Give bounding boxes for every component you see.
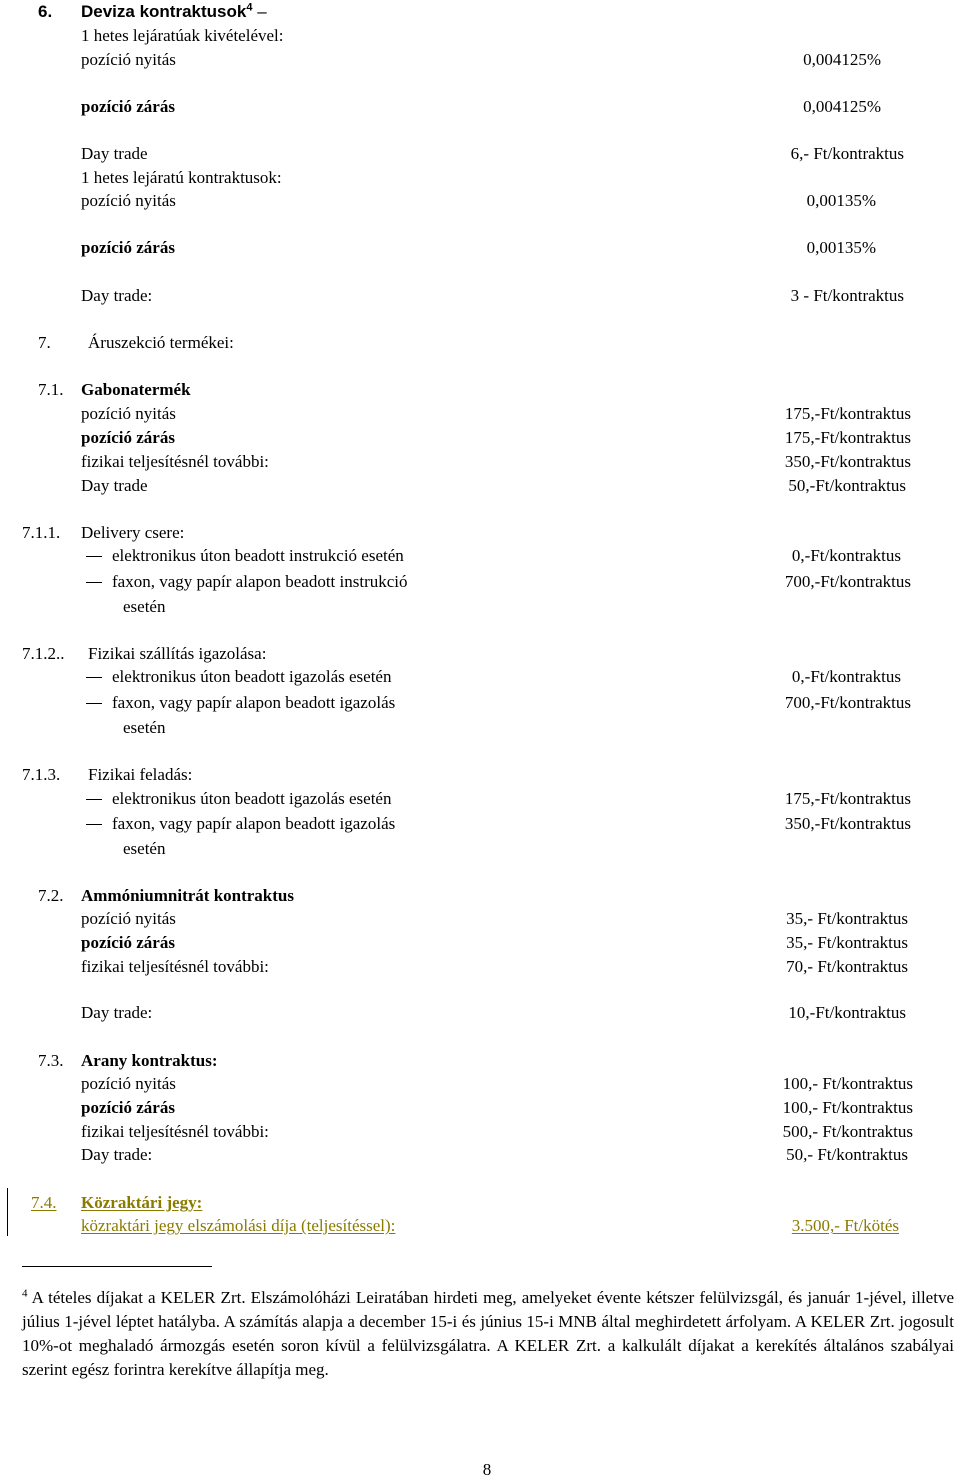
footnote-4 bbox=[22, 1286, 954, 1382]
section-7-2-title: Ammóniumnitrát kontraktus bbox=[81, 886, 294, 905]
section-7-1-3-number: 7.1.3. bbox=[22, 765, 61, 784]
bullet-dash bbox=[86, 703, 102, 704]
s711-item2-value: 700,-Ft/kontraktus bbox=[784, 572, 911, 591]
s6-weekly-daytrade-value: 3 - Ft/kontraktus bbox=[790, 286, 904, 305]
section-7-1-title: Gabonatermék bbox=[81, 380, 191, 399]
s71-close-label: pozíció zárás bbox=[81, 428, 175, 447]
s72-open-label: pozíció nyitás bbox=[81, 909, 176, 928]
s71-physical-label: fizikai teljesítésnél további: bbox=[81, 452, 269, 471]
s71-physical-value: 350,-Ft/kontraktus bbox=[784, 452, 911, 471]
section-6-number: 6. bbox=[38, 2, 53, 21]
s6-weekly-open-value: 0,00135% bbox=[806, 191, 876, 210]
s71-open-value: 175,-Ft/kontraktus bbox=[784, 404, 911, 423]
bullet-dash bbox=[86, 677, 102, 678]
s6-weekly-label: 1 hetes lejáratú kontraktusok: bbox=[81, 168, 282, 187]
bullet-dash bbox=[86, 824, 102, 825]
s73-open-value: 100,- Ft/kontraktus bbox=[782, 1074, 913, 1093]
s711-item2-continuation: esetén bbox=[123, 597, 166, 616]
s73-physical-value: 500,- Ft/kontraktus bbox=[782, 1122, 913, 1141]
s6-weekly-close-label: pozíció zárás bbox=[81, 238, 175, 257]
s6-weekly-close-value: 0,00135% bbox=[806, 238, 876, 257]
footnote-mark: 4 bbox=[22, 1287, 28, 1300]
s713-item2-label: faxon, vagy papír alapon beadott igazolás bbox=[112, 814, 396, 833]
change-bar bbox=[7, 1188, 8, 1236]
section-7-1-number: 7.1. bbox=[38, 380, 64, 399]
s6-open-label: pozíció nyitás bbox=[81, 50, 176, 69]
s711-item1-value: 0,-Ft/kontraktus bbox=[791, 546, 901, 565]
section-7-3-title: Arany kontraktus: bbox=[81, 1051, 218, 1070]
s711-item2-label: faxon, vagy papír alapon beadott instrukció bbox=[112, 572, 408, 591]
s73-close-value: 100,- Ft/kontraktus bbox=[782, 1098, 913, 1117]
s71-open-label: pozíció nyitás bbox=[81, 404, 176, 423]
bullet-dash bbox=[86, 556, 102, 557]
s72-daytrade-label: Day trade: bbox=[81, 1003, 153, 1022]
s713-item2-continuation: esetén bbox=[123, 839, 166, 858]
page-number: 8 bbox=[482, 1460, 492, 1479]
s72-close-value: 35,- Ft/kontraktus bbox=[786, 933, 908, 952]
section-7-4-number: 7.4. bbox=[31, 1193, 57, 1212]
s72-daytrade-value: 10,-Ft/kontraktus bbox=[788, 1003, 906, 1022]
section-7-2-number: 7.2. bbox=[38, 886, 64, 905]
s6-open-value: 0,004125% bbox=[803, 50, 881, 69]
s71-daytrade-label: Day trade bbox=[81, 476, 148, 495]
s713-item1-label: elektronikus úton beadott igazolás esetén bbox=[112, 789, 392, 808]
section-6-title: Deviza kontraktusok bbox=[81, 2, 247, 21]
s6-close-label: pozíció zárás bbox=[81, 97, 175, 116]
section-7-3-number: 7.3. bbox=[38, 1051, 64, 1070]
s72-open-value: 35,- Ft/kontraktus bbox=[786, 909, 908, 928]
s713-item2-value: 350,-Ft/kontraktus bbox=[784, 814, 911, 833]
section-7-1-1-title: Delivery csere: bbox=[81, 523, 185, 542]
s6-weekly-daytrade-label: Day trade: bbox=[81, 286, 153, 305]
s712-item1-value: 0,-Ft/kontraktus bbox=[791, 667, 901, 686]
s74-fee-value: 3.500,- Ft/kötés bbox=[791, 1216, 899, 1235]
s73-physical-label: fizikai teljesítésnél további: bbox=[81, 1122, 269, 1141]
s6-weekly-open-label: pozíció nyitás bbox=[81, 191, 176, 210]
section-7-title: Áruszekció termékei: bbox=[88, 333, 234, 352]
s73-daytrade-value: 50,- Ft/kontraktus bbox=[786, 1145, 908, 1164]
s6-daytrade-value: 6,- Ft/kontraktus bbox=[790, 144, 904, 163]
s712-item1-label: elektronikus úton beadott igazolás esetén bbox=[112, 667, 392, 686]
bullet-dash bbox=[86, 799, 102, 800]
s712-item2-label: faxon, vagy papír alapon beadott igazolás bbox=[112, 693, 396, 712]
title-dash: – bbox=[257, 2, 267, 21]
s71-daytrade-value: 50,-Ft/kontraktus bbox=[788, 476, 906, 495]
bullet-dash bbox=[86, 582, 102, 583]
s6-daytrade-label: Day trade bbox=[81, 144, 148, 163]
section-7-4-title: Közraktári jegy: bbox=[81, 1193, 203, 1212]
s73-close-label: pozíció zárás bbox=[81, 1098, 175, 1117]
section-6-heading bbox=[81, 2, 267, 22]
s713-item1-value: 175,-Ft/kontraktus bbox=[784, 789, 911, 808]
section-7-number: 7. bbox=[38, 333, 51, 352]
s72-close-label: pozíció zárás bbox=[81, 933, 175, 952]
s72-physical-label: fizikai teljesítésnél további: bbox=[81, 957, 269, 976]
s712-item2-continuation: esetén bbox=[123, 718, 166, 737]
section-7-1-3-title: Fizikai feladás: bbox=[88, 765, 193, 784]
section-7-1-2-number: 7.1.2.. bbox=[22, 644, 65, 663]
section-7-1-1-number: 7.1.1. bbox=[22, 523, 61, 542]
s712-item2-value: 700,-Ft/kontraktus bbox=[784, 693, 911, 712]
s711-item1-label: elektronikus úton beadott instrukció esetén bbox=[112, 546, 404, 565]
s71-close-value: 175,-Ft/kontraktus bbox=[784, 428, 911, 447]
footnote-ref-4: 4 bbox=[246, 1, 253, 14]
section-7-1-2-title: Fizikai szállítás igazolása: bbox=[88, 644, 267, 663]
weekly-except-label: 1 hetes lejáratúak kivételével: bbox=[81, 26, 284, 45]
s6-close-value: 0,004125% bbox=[803, 97, 881, 116]
s73-open-label: pozíció nyitás bbox=[81, 1074, 176, 1093]
s73-daytrade-label: Day trade: bbox=[81, 1145, 153, 1164]
footnote-separator bbox=[22, 1266, 212, 1267]
s74-fee-label: közraktári jegy elszámolási díja (teljesítéssel): bbox=[81, 1216, 396, 1235]
footnote-text: A tételes díjakat a KELER Zrt. Elszámolóházi Leiratában hirdeti meg, amelyeket évente kétszer felülvizsgál, és január 1-jével, illetve július 1-jével léptet hatályba. A számítás alapja a december 15-i és június 15-i MNB által meghirdetett árfolyam. A KELER Zrt. jogosult 10%-ot meghaladó ármozgás esetén soron kívül a felülvizsgálatra. A KELER Zrt. a kalkulált díjakat a kerekítés általános szabályai szerint egész forintra kerekítve állapítja meg. bbox=[22, 1288, 954, 1379]
s72-physical-value: 70,- Ft/kontraktus bbox=[786, 957, 908, 976]
